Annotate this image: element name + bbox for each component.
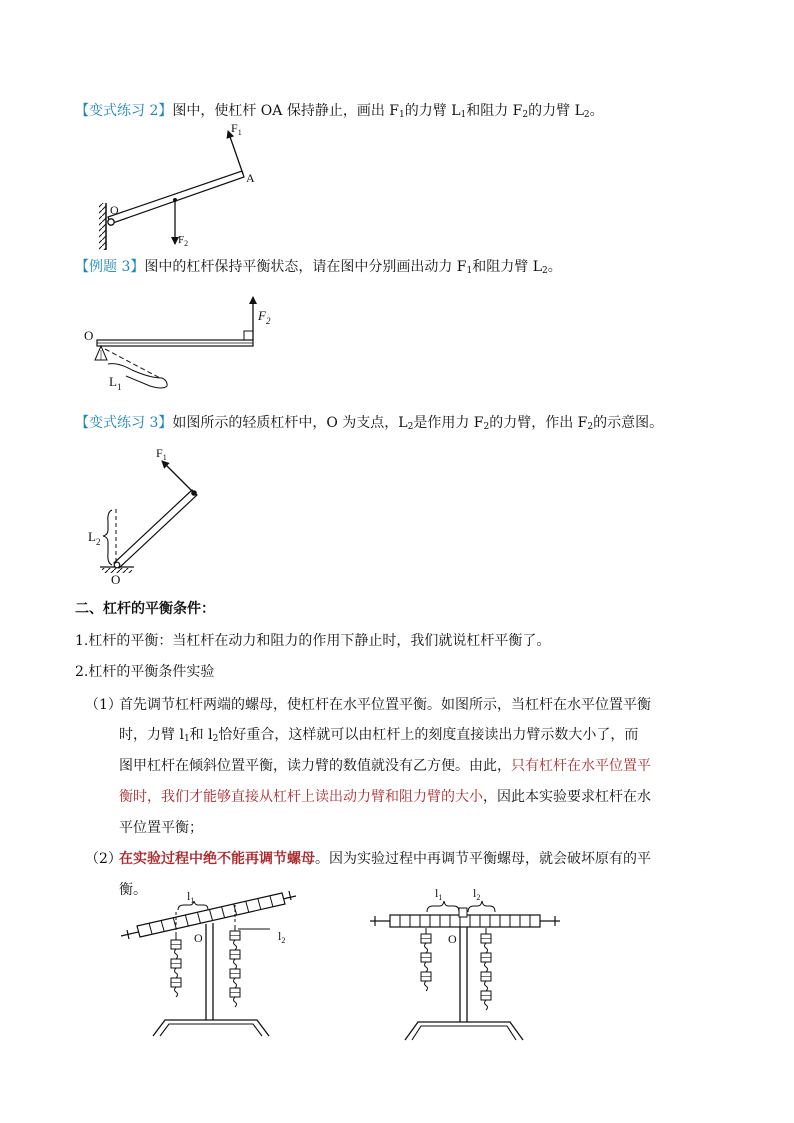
item-1-line-5: 平位置平衡；	[119, 820, 203, 836]
hook	[175, 987, 178, 997]
item-1-line-2: 时，力臂 $l_1$和 $l_2$恰好重合，这样就可以由杠杆上的刻度直接读出力臂示数大小了，而	[119, 727, 639, 744]
label-a: A	[246, 171, 255, 185]
hook	[175, 949, 178, 959]
label-f1: $F_1$	[156, 446, 167, 462]
brace-l1	[427, 901, 459, 912]
item-2-line-1: 在实验过程中绝不能再调节螺母。因为实验过程中再调节平衡螺母，就会破坏原有的平	[119, 851, 651, 867]
hook	[234, 940, 237, 950]
pivot-o	[114, 562, 120, 568]
label-l2: $L_2$	[88, 529, 101, 547]
hook	[425, 943, 428, 953]
stand-base	[153, 1020, 269, 1036]
exercise-2-text: 【变式练习 2】图中，使杠杆 OA 保持静止，画出 $F_1$的力臂 $L_1$和阻力 $F_2$的力臂 $L_2$。	[75, 103, 604, 120]
brace-l2	[468, 901, 495, 912]
hook	[175, 968, 178, 978]
hook	[425, 981, 428, 991]
label-l2: $l_2$	[278, 929, 286, 945]
label-l2: $l_2$	[473, 886, 481, 902]
hook	[485, 943, 488, 953]
section-heading: 二、杠杆的平衡条件：	[75, 601, 215, 617]
figure-tilted-lever	[121, 889, 296, 1036]
wall-hatch	[99, 203, 106, 250]
label-l1: $l_1$	[435, 886, 443, 902]
paragraph-2: 2.杠杆的平衡条件实验	[75, 664, 215, 680]
item-1-line-4: 衡时，我们才能够直接从杠杆上读出动力臂和阻力臂的大小，因此本实验要求杠杆在水	[119, 789, 651, 805]
label-f2: $F_2$	[258, 308, 271, 326]
label-f1: $F_1$	[231, 121, 242, 137]
example-3-tag: 【例题 3】	[75, 259, 145, 275]
label-l1: $L_1$	[109, 374, 122, 392]
item-1-line-3: 图甲杠杆在倾斜位置平衡，读力臂的数值就没有乙方便。由此，只有杠杆在水平位置平	[119, 758, 651, 774]
figure-horizontal-lever	[370, 886, 560, 1040]
figure-exercise-2	[99, 121, 255, 250]
hook	[485, 962, 488, 972]
label-o: O	[111, 572, 121, 587]
label-o: O	[84, 328, 94, 343]
figure-example-3	[84, 297, 271, 392]
item-2-line-2: 衡。	[119, 882, 147, 898]
lever-diagonal	[114, 490, 197, 568]
weights-right	[481, 928, 491, 1010]
weights-left	[421, 928, 431, 991]
weights-right	[230, 925, 240, 1007]
label-o: O	[110, 203, 119, 217]
hook	[425, 962, 428, 972]
l2-brace	[103, 510, 112, 565]
stand-base	[405, 1022, 523, 1040]
right-angle-mark	[244, 331, 253, 340]
hook	[485, 981, 488, 991]
lever-oa	[108, 171, 244, 224]
hook	[234, 997, 237, 1007]
item-2-number: （2）	[85, 851, 122, 867]
force-f1-arrow	[162, 461, 194, 493]
label-o: O	[448, 932, 457, 946]
weights-left	[171, 934, 181, 997]
hook	[485, 1000, 488, 1010]
hook	[234, 959, 237, 969]
exercise-3-text: 【变式练习 3】如图所示的轻质杠杆中，O 为支点，$L_2$是作用力 $F_2$的力臂，作出 $F_2$的示意图。	[75, 415, 664, 432]
pivot-o	[108, 219, 114, 225]
hook	[234, 978, 237, 988]
exercise-2-tag: 【变式练习 2】	[75, 103, 173, 119]
item-1-line-1: 首先调节杠杆两端的螺母，使杠杆在水平位置平衡。如图所示，当杠杆在水平位置平衡	[119, 697, 651, 713]
figure-exercise-3	[88, 446, 197, 587]
label-o: O	[194, 931, 203, 945]
paragraph-1: 1.杠杆的平衡：当杠杆在动力和阻力的作用下静止时，我们就说杠杆平衡了。	[75, 633, 551, 649]
item-1-number: （1）	[85, 697, 122, 713]
label-l1: $l_1$	[187, 889, 195, 905]
example-3-text: 【例题 3】图中的杠杆保持平衡状态，请在图中分别画出动力 $F_1$和阻力臂 $L_2$。	[75, 259, 562, 276]
label-f2: $F_2$	[178, 234, 189, 248]
force-f1-arrow	[228, 131, 243, 174]
exercise-3-tag: 【变式练习 3】	[75, 415, 173, 431]
